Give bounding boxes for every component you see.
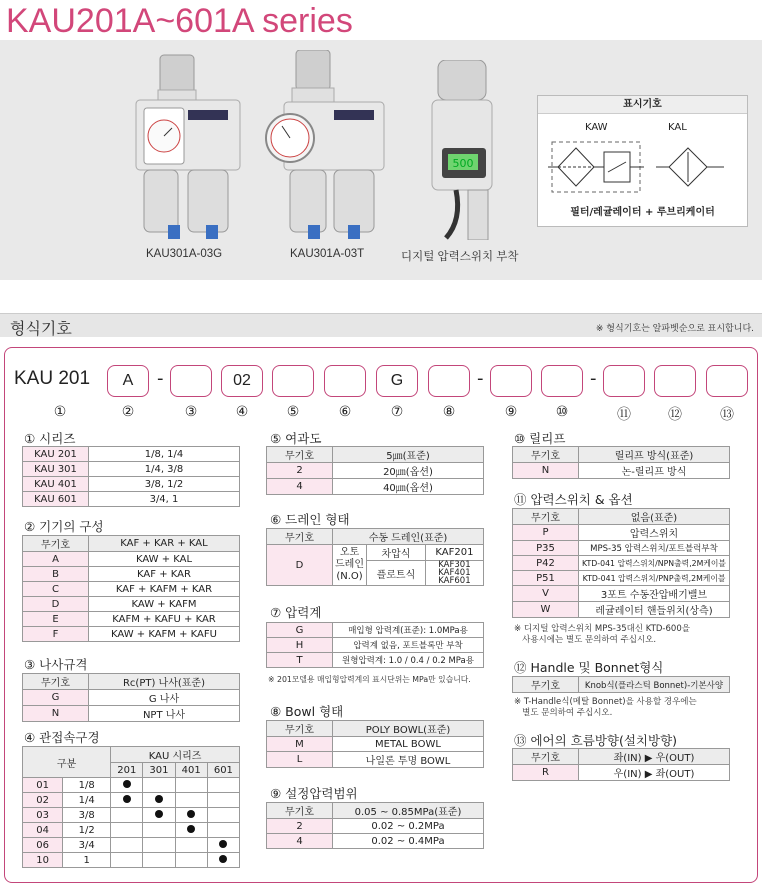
table-row [513, 463, 730, 479]
table-cell: KTD-041 압력스위치/NPN출력,2M케이블 [579, 556, 730, 571]
table-row [23, 853, 240, 868]
code-marker-8: ⑧ [442, 404, 456, 420]
table-cell [143, 778, 175, 793]
table-cell: 3/4 [63, 838, 111, 853]
table-cell: 1 [63, 853, 111, 868]
table-cell: 10 [23, 853, 63, 868]
table-row [23, 793, 240, 808]
table-cell: 40㎛(옵션) [333, 479, 484, 495]
code-dash: - [157, 368, 164, 389]
pswitch-table [512, 508, 730, 618]
code-box-11 [603, 365, 645, 397]
table-row [267, 638, 484, 653]
table-cell: 1/2 [63, 823, 111, 838]
availability-dot-icon [123, 795, 131, 803]
table-row [267, 529, 484, 545]
table-cell: 201 [111, 763, 143, 778]
table-cell: 20㎛(옵션) [333, 463, 484, 479]
knob-note: ※ T-Handle식(메탈 Bonnet)을 사용할 경우에는 별도 문의하여 주십시오. [514, 697, 697, 718]
availability-dot-icon [155, 795, 163, 803]
availability-dot-icon [187, 825, 195, 833]
table-cell: KAW + KAFM [89, 597, 240, 612]
table-cell: H [267, 638, 333, 653]
thread-title: ③ 나사규격 [24, 657, 88, 672]
code-marker-4: ④ [235, 404, 249, 420]
table-cell: 1/8 [63, 778, 111, 793]
pneumatic-symbol-icon [548, 138, 738, 198]
table-cell: 압력계 없음, 포트블록만 부착 [333, 638, 484, 653]
code-box-4: 02 [221, 365, 263, 397]
table-row [267, 653, 484, 668]
table-row [513, 571, 730, 586]
flow-table [512, 748, 730, 781]
table-cell [175, 808, 207, 823]
table-row [23, 582, 240, 597]
table-row [23, 747, 240, 763]
table-cell: 401 [175, 763, 207, 778]
code-box-5 [272, 365, 314, 397]
table-cell: 오토 드레인 (N.O) [333, 545, 367, 586]
setpress-table [266, 802, 484, 849]
code-marker-10: ⑩ [555, 404, 569, 420]
table-row [23, 706, 240, 722]
table-cell: 3/4, 1 [89, 492, 240, 507]
table-cell: 구분 [23, 747, 111, 778]
code-box-8 [428, 365, 470, 397]
table-row [23, 674, 240, 690]
float-model: KAF601 [438, 576, 471, 586]
code-box-12 [654, 365, 696, 397]
setpress-title: ⑨ 설정압력범위 [270, 786, 358, 801]
table-cell: 0.05 ~ 0.85MPa(표준) [333, 803, 484, 819]
table-row [513, 541, 730, 556]
table-cell: 04 [23, 823, 63, 838]
table-row [23, 477, 240, 492]
config-table [22, 535, 240, 642]
table-cell: M [267, 737, 333, 752]
drain-title: ⑥ 드레인 형태 [270, 512, 350, 527]
table-cell: 무기호 [23, 674, 89, 690]
product-image-digital-switch [416, 60, 508, 240]
table-cell: POLY BOWL(표준) [333, 721, 484, 737]
table-row [23, 838, 240, 853]
table-cell: 무기호 [267, 721, 333, 737]
product-caption: 디지털 압력스위치 부착 [401, 251, 519, 263]
series-title: ① 시리즈 [24, 431, 76, 446]
table-cell: L [267, 752, 333, 768]
table-cell: 나일론 투명 BOWL [333, 752, 484, 768]
table-row [23, 778, 240, 793]
page-title: KAU201A~601A series [6, 2, 353, 40]
table-cell [111, 853, 143, 868]
availability-dot-icon [219, 855, 227, 863]
table-cell: KAU 401 [23, 477, 89, 492]
code-box-9 [490, 365, 532, 397]
table-row [267, 479, 484, 495]
series-table [22, 446, 240, 507]
knob-table [512, 676, 730, 693]
code-box-3 [170, 365, 212, 397]
table-cell: 1/4 [63, 793, 111, 808]
code-dash: - [477, 368, 484, 389]
table-row [23, 690, 240, 706]
table-row [513, 765, 730, 781]
table-cell: 0.02 ~ 0.2MPa [333, 819, 484, 834]
table-cell [175, 823, 207, 838]
table-cell: 4 [267, 479, 333, 495]
table-row [267, 447, 484, 463]
table-cell: G [267, 623, 333, 638]
table-cell [111, 793, 143, 808]
table-cell: 논-릴리프 방식 [579, 463, 730, 479]
availability-dot-icon [155, 810, 163, 818]
table-row [23, 492, 240, 507]
table-cell: 1/4, 3/8 [89, 462, 240, 477]
table-cell: KAW + KAFM + KAFU [89, 627, 240, 642]
table-cell [207, 778, 239, 793]
pswitch-title: ⑪ 압력스위치 & 옵션 [514, 492, 633, 507]
table-cell: 없음(표준) [579, 509, 730, 525]
table-cell: KAF + KAR + KAL [89, 536, 240, 552]
table-row [513, 447, 730, 463]
table-row [23, 462, 240, 477]
table-row [267, 623, 484, 638]
code-marker-13: ⑬ [720, 407, 734, 423]
code-box-10 [541, 365, 583, 397]
table-row [513, 677, 730, 693]
code-box-7: G [376, 365, 418, 397]
table-cell [425, 561, 483, 586]
table-cell [111, 838, 143, 853]
code-marker-7: ⑦ [390, 404, 404, 420]
table-cell: KAW + KAL [89, 552, 240, 567]
table-cell [143, 853, 175, 868]
table-cell: R [513, 765, 579, 781]
table-cell: 4 [267, 834, 333, 849]
availability-dot-icon [123, 780, 131, 788]
table-cell: 무기호 [513, 447, 579, 463]
table-cell: 압력스위치 [579, 525, 730, 541]
filter-title: ⑤ 여과도 [270, 431, 322, 446]
table-cell: KAFM + KAFU + KAR [89, 612, 240, 627]
table-cell: P51 [513, 571, 579, 586]
table-cell [143, 793, 175, 808]
table-cell: KAU 601 [23, 492, 89, 507]
table-cell: 02 [23, 793, 63, 808]
table-row [23, 808, 240, 823]
table-cell: N [23, 706, 89, 722]
section-title: 형식기호 [10, 319, 72, 338]
filter-table [266, 446, 484, 495]
table-cell [111, 823, 143, 838]
table-row [513, 749, 730, 765]
code-box-13 [706, 365, 748, 397]
table-row [23, 552, 240, 567]
model-code-prefix: KAU 201 [14, 368, 91, 389]
table-cell: Knob식(플라스틱 Bonnet)-기본사양 [579, 677, 730, 693]
table-cell: 우(IN) ▶ 좌(OUT) [579, 765, 730, 781]
table-row [23, 823, 240, 838]
table-cell: 좌(IN) ▶ 우(OUT) [579, 749, 730, 765]
table-cell: Rc(PT) 나사(표준) [89, 674, 240, 690]
table-cell: G [23, 690, 89, 706]
table-row [513, 509, 730, 525]
table-cell: KAF201 [425, 545, 483, 561]
gauge-table [266, 622, 484, 668]
config-title: ② 기기의 구성 [24, 519, 104, 534]
code-marker-9: ⑨ [504, 404, 518, 420]
table-cell: D [23, 597, 89, 612]
table-cell: T [267, 653, 333, 668]
symbol-label-kaw: KAW [585, 122, 608, 133]
code-marker-6: ⑥ [338, 404, 352, 420]
table-cell [111, 808, 143, 823]
table-cell: METAL BOWL [333, 737, 484, 752]
table-cell [207, 853, 239, 868]
drain-table [266, 528, 484, 586]
table-cell [207, 823, 239, 838]
table-cell: 2 [267, 463, 333, 479]
gauge-title: ⑦ 압력계 [270, 605, 322, 620]
table-cell: 1/8, 1/4 [89, 447, 240, 462]
table-cell: 3포트 수동잔압배기밸브 [579, 586, 730, 602]
code-marker-3: ③ [184, 404, 198, 420]
table-row [267, 721, 484, 737]
table-cell: 0.02 ~ 0.4MPa [333, 834, 484, 849]
table-cell: 무기호 [513, 677, 579, 693]
table-cell: KAU 201 [23, 447, 89, 462]
port-title: ④ 관접속구경 [24, 730, 100, 745]
table-cell: 301 [143, 763, 175, 778]
table-cell: KAF + KAFM + KAR [89, 582, 240, 597]
table-cell: 수동 드레인(표준) [333, 529, 484, 545]
gauge-note: ※ 201모델용 매입형압력계의 표시단위는 MPa만 있습니다. [268, 675, 471, 684]
symbol-label-kal: KAL [668, 122, 687, 133]
section-note: ※ 형식기호는 알파벳순으로 표시합니다. [595, 324, 754, 334]
table-cell: 3/8 [63, 808, 111, 823]
table-cell [175, 838, 207, 853]
table-cell: P35 [513, 541, 579, 556]
table-cell: W [513, 602, 579, 618]
bowl-table [266, 720, 484, 768]
table-cell: 2 [267, 819, 333, 834]
table-cell: 무기호 [267, 529, 333, 545]
table-cell: 03 [23, 808, 63, 823]
relief-table [512, 446, 730, 479]
table-cell: 5㎛(표준) [333, 447, 484, 463]
table-cell: KTD-041 압력스위치/PNP출력,2M케이블 [579, 571, 730, 586]
symbol-box [537, 95, 748, 227]
table-cell: 01 [23, 778, 63, 793]
table-cell: 무기호 [513, 509, 579, 525]
table-cell: NPT 나사 [89, 706, 240, 722]
table-cell: B [23, 567, 89, 582]
table-cell: 무기호 [513, 749, 579, 765]
table-cell [111, 778, 143, 793]
table-cell: 601 [207, 763, 239, 778]
code-marker-11: ⑪ [617, 407, 631, 423]
table-cell [175, 853, 207, 868]
table-row [267, 803, 484, 819]
svg-text:500: 500 [452, 157, 474, 170]
table-cell: E [23, 612, 89, 627]
code-box-2: A [107, 365, 149, 397]
float-model: KAF401 [438, 568, 471, 578]
table-cell: 매입형 압력계(표준): 1.0MPa용 [333, 623, 484, 638]
table-row [23, 612, 240, 627]
table-cell: KAU 301 [23, 462, 89, 477]
section-header [0, 313, 762, 337]
code-box-6 [324, 365, 366, 397]
table-cell: F [23, 627, 89, 642]
table-cell: KAU 시리즈 [111, 747, 240, 763]
code-dash: - [590, 368, 597, 389]
table-cell: V [513, 586, 579, 602]
table-cell: MPS-35 압력스위치/포트블럭부착 [579, 541, 730, 556]
table-cell: 3/8, 1/2 [89, 477, 240, 492]
table-cell: 무기호 [23, 536, 89, 552]
table-row [267, 545, 484, 561]
symbol-box-footer: 필터/레귤레이터 + 루브리케이터 [570, 207, 715, 218]
code-marker-5: ⑤ [286, 404, 300, 420]
table-cell: D [267, 545, 333, 586]
table-cell: G 나사 [89, 690, 240, 706]
knob-title: ⑫ Handle 및 Bonnet형식 [514, 660, 664, 675]
table-cell [207, 793, 239, 808]
table-row [267, 737, 484, 752]
table-cell: P42 [513, 556, 579, 571]
table-row [23, 597, 240, 612]
symbol-box-header: 표시기호 [538, 96, 747, 114]
table-row [513, 556, 730, 571]
table-cell [207, 808, 239, 823]
table-row [23, 627, 240, 642]
table-cell [143, 808, 175, 823]
table-cell: A [23, 552, 89, 567]
table-cell: C [23, 582, 89, 597]
table-row [23, 567, 240, 582]
product-image-kau301a-03g [128, 50, 248, 245]
table-cell: 레귤레이터 핸들위치(상측) [579, 602, 730, 618]
table-row [23, 447, 240, 462]
code-marker-12: ⑫ [668, 407, 682, 423]
table-row [267, 752, 484, 768]
table-cell: 차압식 [367, 545, 426, 561]
thread-table [22, 673, 240, 722]
table-row [267, 834, 484, 849]
table-cell: KAF + KAR [89, 567, 240, 582]
table-row [513, 602, 730, 618]
availability-dot-icon [187, 810, 195, 818]
code-marker-1: ① [53, 404, 67, 420]
table-cell: 무기호 [267, 803, 333, 819]
pswitch-note: ※ 디지털 압력스위치 MPS-35대신 KTD-600을 사용시에는 별도 문의하여 주십시오. [514, 624, 690, 645]
table-row [513, 586, 730, 602]
relief-title: ⑩ 릴리프 [514, 431, 566, 446]
code-marker-2: ② [121, 404, 135, 420]
float-model: KAF301 [438, 560, 471, 570]
table-cell [175, 778, 207, 793]
table-row [23, 536, 240, 552]
table-cell [175, 793, 207, 808]
availability-dot-icon [219, 840, 227, 848]
table-cell [207, 838, 239, 853]
product-image-kau301a-03t [262, 50, 392, 245]
table-cell [143, 838, 175, 853]
table-row [267, 463, 484, 479]
table-cell: 06 [23, 838, 63, 853]
table-cell: 원형압력계: 1.0 / 0.4 / 0.2 MPa용 [333, 653, 484, 668]
table-row [513, 525, 730, 541]
table-cell: 릴리프 방식(표준) [579, 447, 730, 463]
table-cell: 무기호 [267, 447, 333, 463]
table-cell: N [513, 463, 579, 479]
table-cell: 플로트식 [367, 561, 426, 586]
table-cell [143, 823, 175, 838]
port-table [22, 746, 240, 868]
bowl-title: ⑧ Bowl 형태 [270, 704, 344, 719]
product-caption: KAU301A-03G [146, 248, 223, 260]
table-row [267, 819, 484, 834]
product-caption: KAU301A-03T [290, 248, 365, 260]
table-cell: P [513, 525, 579, 541]
flow-title: ⑬ 에어의 흐름방향(설치방향) [514, 733, 678, 748]
